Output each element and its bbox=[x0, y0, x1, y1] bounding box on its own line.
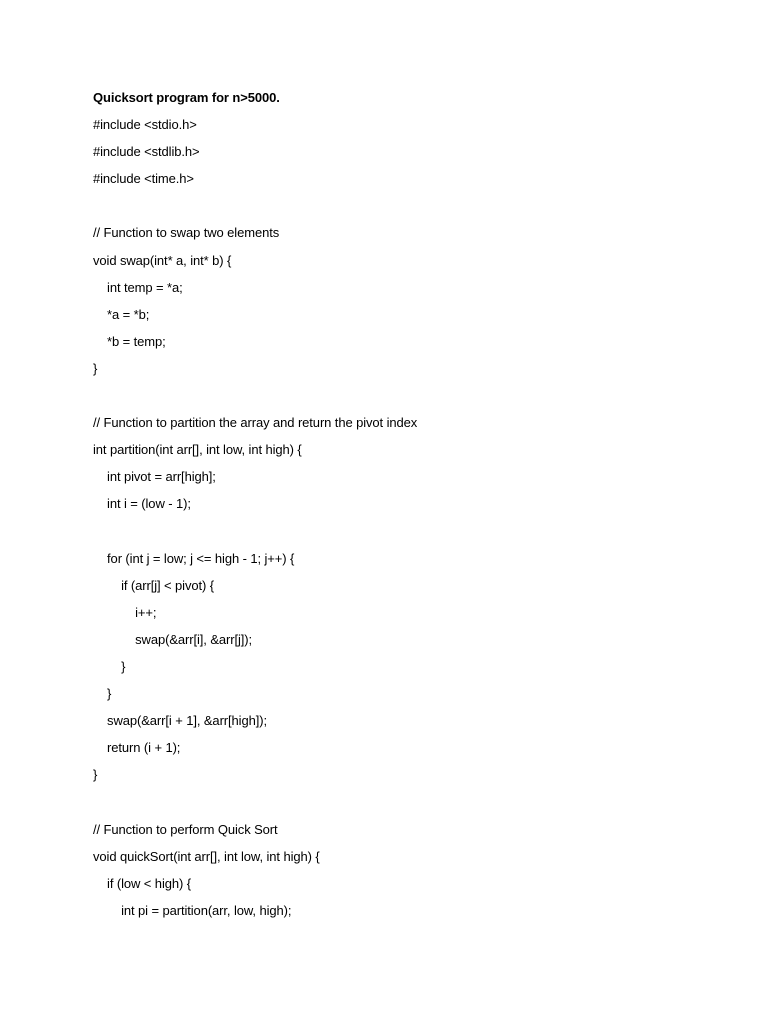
blank-line bbox=[93, 788, 713, 815]
code-line: int i = (low - 1); bbox=[93, 496, 191, 512]
code-comment: // Function to swap two elements bbox=[93, 225, 280, 241]
code-comment: // Function to perform Quick Sort bbox=[93, 821, 278, 837]
blank-line bbox=[93, 192, 713, 219]
code-line: if (low < high) { bbox=[93, 875, 191, 891]
document-title: Quicksort program for n>5000. bbox=[93, 90, 280, 105]
code-line: *b = temp; bbox=[93, 333, 166, 349]
code-line: int temp = *a; bbox=[93, 279, 183, 295]
code-line: i++; bbox=[93, 604, 157, 620]
code-line: void swap(int* a, int* b) { bbox=[93, 252, 232, 268]
document-body bbox=[93, 84, 713, 924]
code-line: swap(&arr[i + 1], &arr[high]); bbox=[93, 713, 267, 729]
code-comment: // Function to partition the array and return the pivot index bbox=[93, 415, 418, 431]
code-line: for (int j = low; j <= high - 1; j++) { bbox=[93, 550, 295, 566]
code-line: int pivot = arr[high]; bbox=[93, 469, 216, 485]
code-line: #include <time.h> bbox=[93, 171, 194, 187]
code-line: if (arr[j] < pivot) { bbox=[93, 577, 214, 593]
code-line: } bbox=[93, 360, 98, 376]
blank-line bbox=[93, 518, 713, 545]
code-line: return (i + 1); bbox=[93, 740, 181, 756]
code-line: } bbox=[93, 686, 112, 702]
code-line: swap(&arr[i], &arr[j]); bbox=[93, 631, 253, 647]
code-line: int partition(int arr[], int low, int high) { bbox=[93, 442, 302, 458]
code-line: int pi = partition(arr, low, high); bbox=[93, 902, 292, 918]
code-line: void quickSort(int arr[], int low, int high) { bbox=[93, 848, 320, 864]
code-line: #include <stdlib.h> bbox=[93, 144, 200, 160]
code-line: *a = *b; bbox=[93, 306, 150, 322]
blank-line bbox=[93, 382, 713, 409]
code-line: } bbox=[93, 767, 98, 783]
code-line: } bbox=[93, 658, 126, 674]
code-line: #include <stdio.h> bbox=[93, 117, 197, 133]
